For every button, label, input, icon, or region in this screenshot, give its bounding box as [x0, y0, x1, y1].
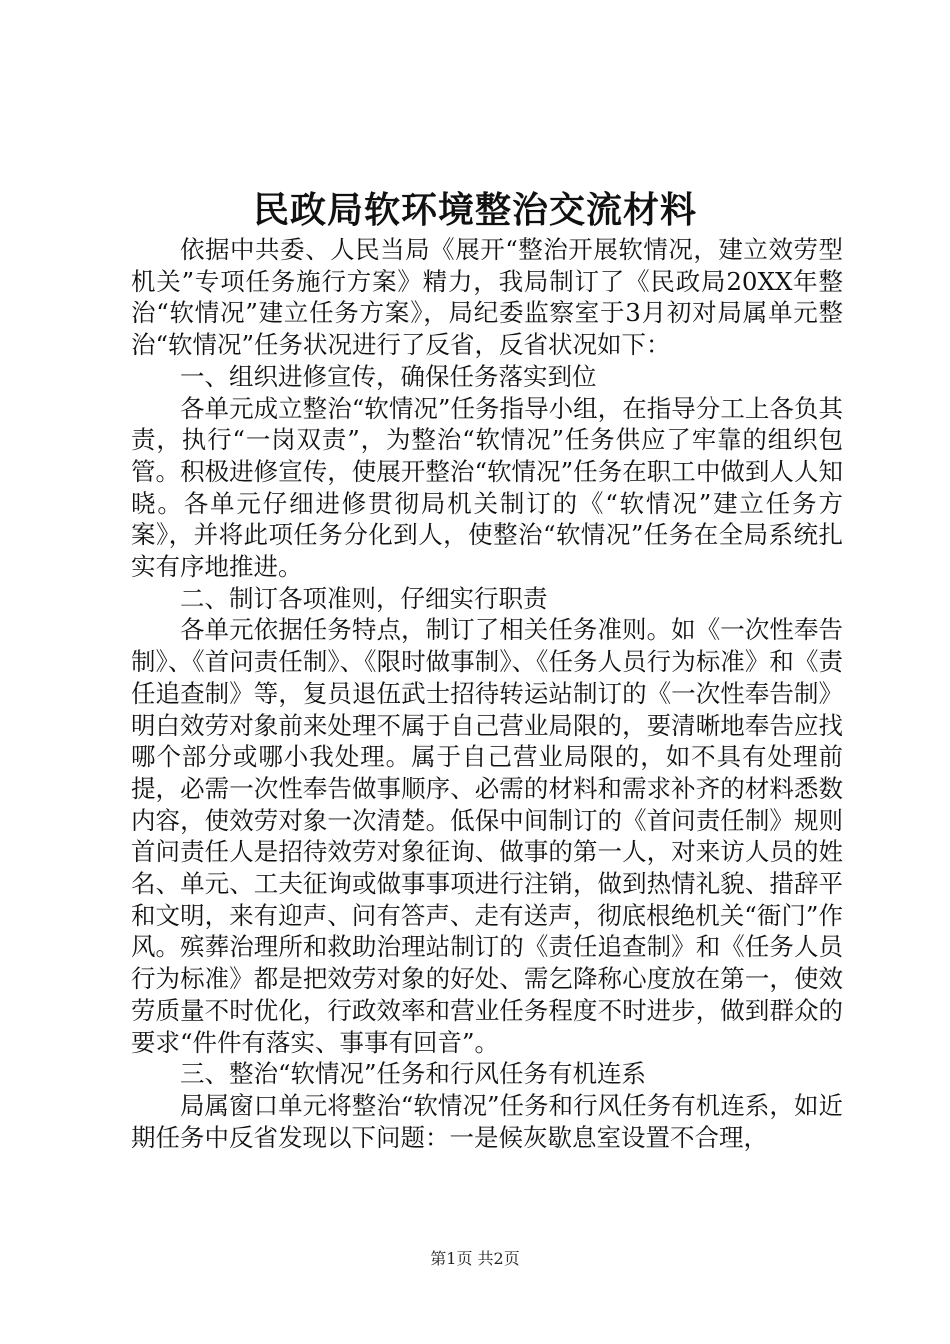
section-heading-2: 二、制订各项准则，仔细实行职责: [180, 583, 548, 613]
intro-paragraph: 依据中共委、人民当局《展开“整治开展软情况，建立效劳型机关”专项任务施行方案》精力，我局制订了《民政局20XX年整治“软情况”建立任务方案》，局纪委监察室于3月初对局属单元整治“软情况”任务状况进行了反省，反省状况如下：: [131, 235, 843, 360]
section-heading-1: 一、组织进修宣传，确保任务落实到位: [180, 361, 597, 391]
section-2-paragraph: 各单元依据任务特点，制订了相关任务准则。如《一次性奉告制》、《首问责任制》、《限时做事制》、《任务人员行为标准》和《责任追查制》等，复员退伍武士招待转运站制订的《一次性奉告制》明白效劳对象前来处理不属于自己营业局限的，要清晰地奉告应找哪个部分或哪小我处理。属于自己营业局限的，如不具有处理前提，必需一次性奉告做事顺序、必需的材料和需求补齐的材料悉数内容，使效劳对象一次清楚。低保中间制订的《首问责任制》规则首问责任人是招待效劳对象征询、做事的第一人，对来访人员的姓名、单元、工夫征询或做事事项进行注销，做到热情礼貌、措辞平和文明，来有迎声、问有答声、走有送声，彻底根绝机关“衙门”作风。殡葬治理所和救助治理站制订的《责任追查制》和《任务人员行为标准》都是把效劳对象的好处、需乞降称心度放在第一，使效劳质量不时优化，行政效率和营业任务程度不时进步，做到群众的要求“件件有落实、事事有回音”。: [131, 615, 843, 1057]
section-1-paragraph: 各单元成立整治“软情况”任务指导小组，在指导分工上各负其责，执行“一岗双责”，为整治“软情况”任务供应了牢靠的组织包管。积极进修宣传，使展开整治“软情况”任务在职工中做到人人知晓。各单元仔细进修贯彻局机关制订的《“软情况”建立任务方案》，并将此项任务分化到人，使整治“软情况”任务在全局系统扎实有序地推进。: [131, 393, 843, 582]
section-3-paragraph: 局属窗口单元将整治“软情况”任务和行风任务有机连系，如近期任务中反省发现以下问题：一是候灰歇息室设置不合理，: [131, 1090, 843, 1152]
page-footer: 第1页 共2页: [430, 1249, 520, 1268]
document-title: 民政局软环境整治交流材料: [252, 189, 697, 231]
document-body: [131, 234, 843, 1153]
section-heading-3: 三、整治“软情况”任务和行风任务有机连系: [180, 1059, 647, 1089]
